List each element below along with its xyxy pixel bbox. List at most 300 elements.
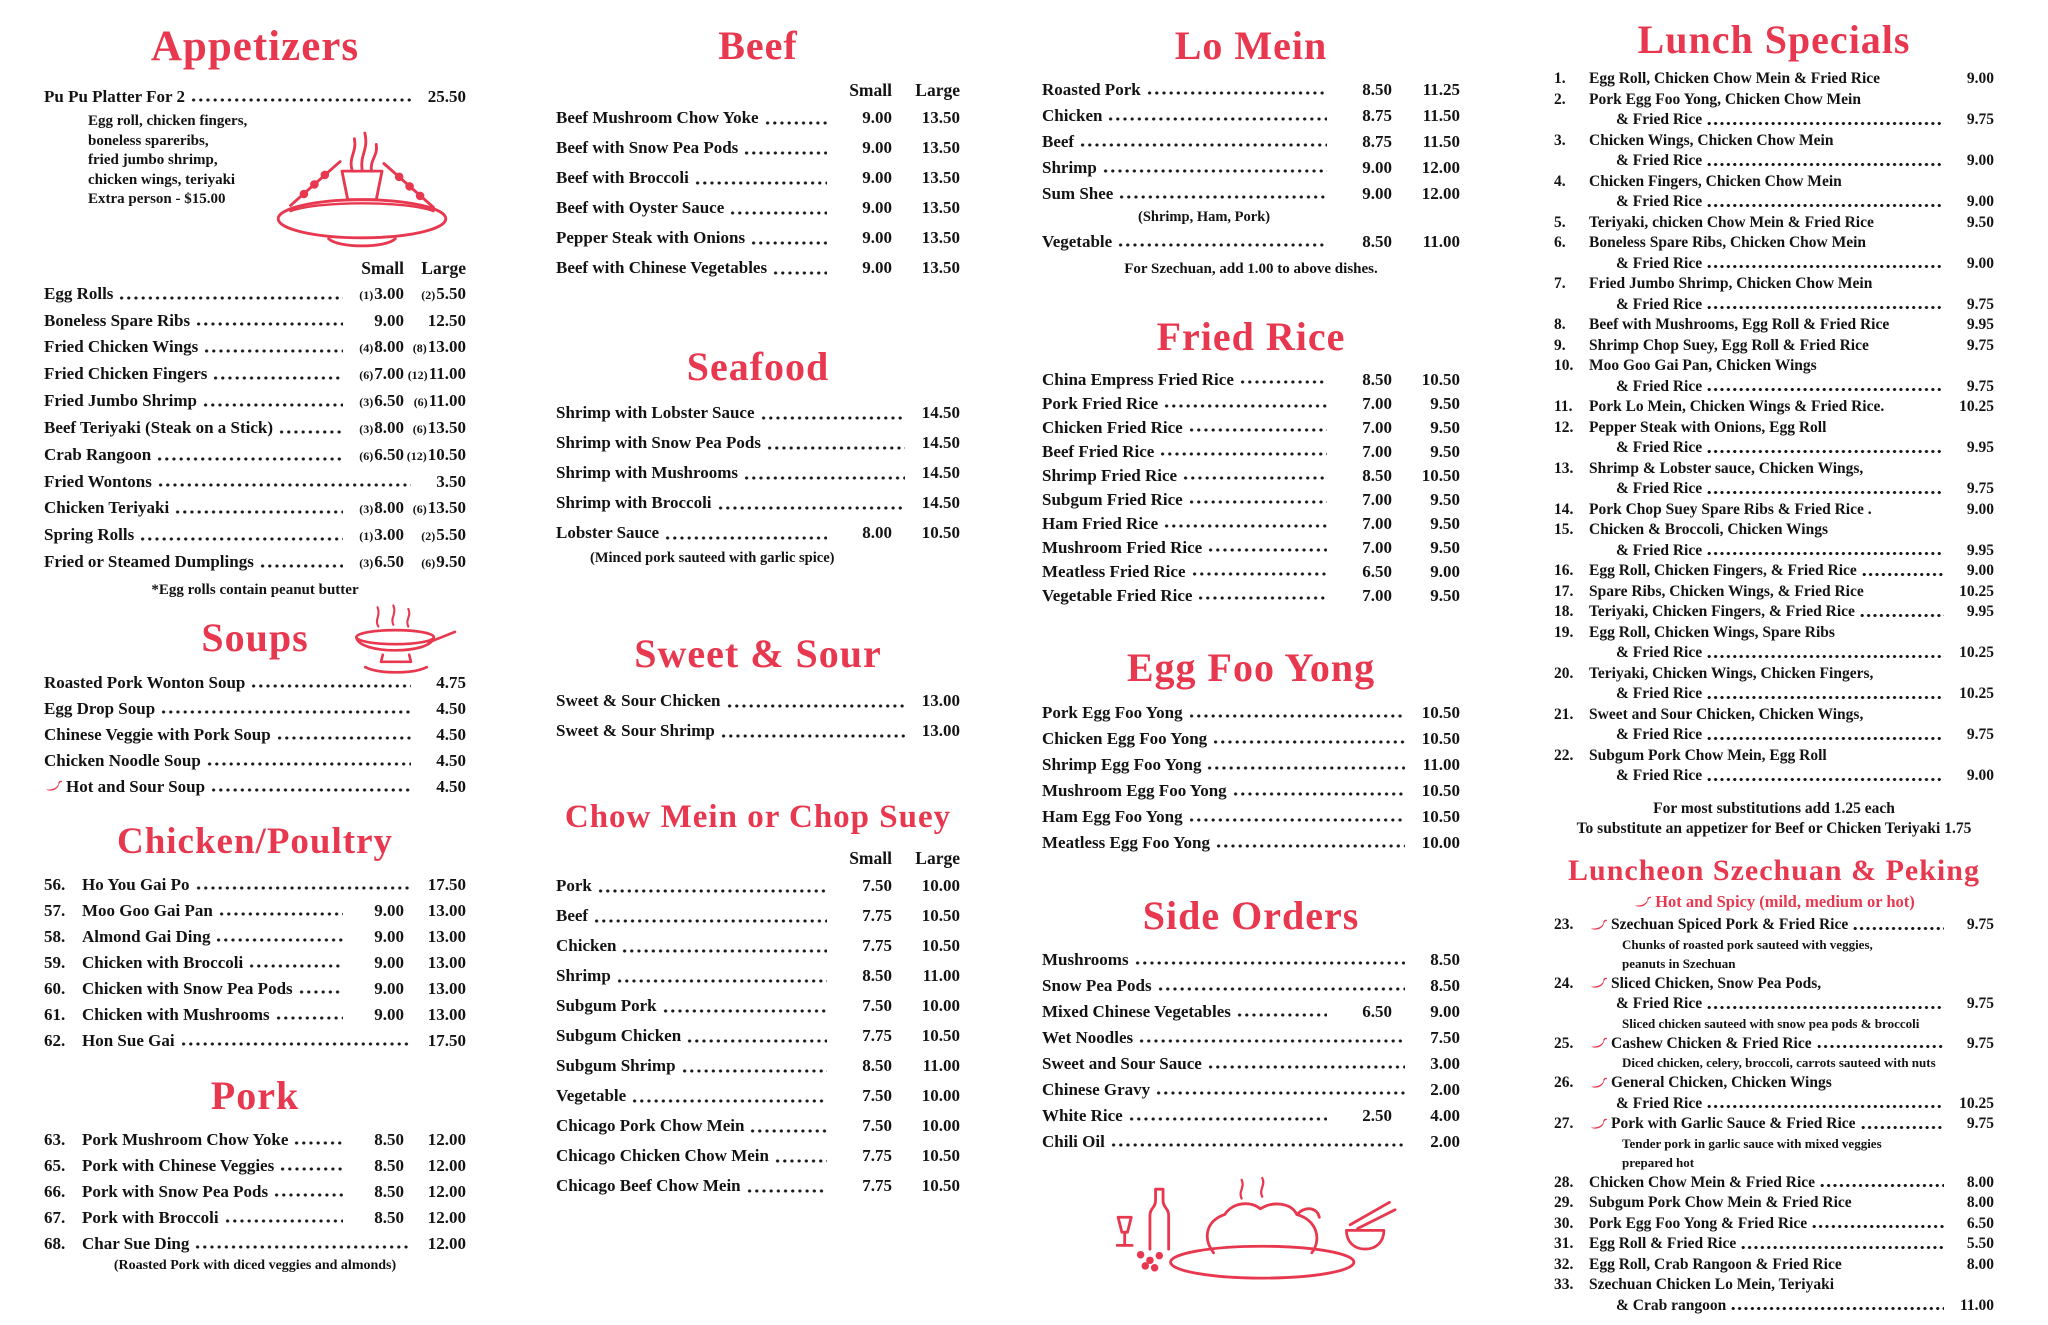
roast-duck-dinner-illustration xyxy=(1042,1163,1460,1294)
item-name: Chicken Teriyaki xyxy=(44,498,170,518)
dot-leader xyxy=(1706,766,1944,787)
menu-item xyxy=(1042,181,1460,227)
dot-leader xyxy=(180,1028,411,1054)
price: 10.25 xyxy=(1959,644,1994,662)
menu-item-row xyxy=(1042,416,1460,440)
section-chicken-poultry xyxy=(44,822,466,1054)
dot-leader xyxy=(764,103,827,133)
dot-leader xyxy=(772,253,827,283)
dot-leader xyxy=(1188,488,1327,512)
price-small: 7.50 xyxy=(862,996,892,1016)
item-name-continued: & Fried Rice xyxy=(1616,480,1703,498)
price-large: 11.50 xyxy=(1422,106,1460,126)
item-name-continued: & Fried Rice xyxy=(1616,111,1703,129)
chili-pepper-icon xyxy=(44,780,62,793)
item-name: Chicken with Snow Pea Pods xyxy=(82,978,293,998)
menu-item xyxy=(44,442,466,469)
menu-item-row xyxy=(1554,1193,1994,1214)
price: 5.50 xyxy=(1966,1235,1994,1253)
menu-item xyxy=(556,428,960,458)
item-description: Diced chicken, celery, broccoli, carrots sauteed with nuts xyxy=(1622,1055,1936,1071)
menu-item xyxy=(1042,77,1460,103)
item-name: Chinese Gravy xyxy=(1042,1079,1151,1099)
menu-item xyxy=(556,961,960,991)
item-name: Fried Chicken Wings xyxy=(44,337,199,357)
item-name: Shrimp Chop Suey, Egg Roll & Fried Rice xyxy=(1589,336,1869,354)
price: 4.50 xyxy=(436,776,466,796)
menu-item xyxy=(1042,752,1460,778)
quantity-label: (6) xyxy=(412,422,427,437)
price-small: 7.00 xyxy=(1362,514,1392,534)
item-name: Pork Fried Rice xyxy=(1042,394,1159,414)
price: 10.25 xyxy=(1959,398,1994,416)
quantity-label: (3) xyxy=(359,502,374,517)
item-name: Chicken Egg Foo Yong xyxy=(1042,728,1208,748)
dot-leader xyxy=(1706,994,1944,1015)
price-large: (12)10.50 xyxy=(406,445,466,465)
menu-item-row xyxy=(1042,1103,1460,1129)
item-name: Fried Chicken Fingers xyxy=(44,364,208,384)
item-number: 2. xyxy=(1554,90,1566,108)
item-name: Chinese Veggie with Pork Soup xyxy=(44,724,271,744)
price: 10.25 xyxy=(1959,1094,1994,1112)
menu-item-row-continued xyxy=(1554,541,1994,562)
dot-leader xyxy=(275,1002,343,1028)
menu-item xyxy=(556,931,960,961)
section-seafood xyxy=(556,345,960,568)
item-name: Sum Shee xyxy=(1042,184,1114,204)
item-name: Mushroom Fried Rice xyxy=(1042,538,1203,558)
dot-leader xyxy=(202,388,343,415)
item-number: 16. xyxy=(1554,562,1574,580)
item-name: Subgum Pork xyxy=(556,996,657,1016)
item-name: Hon Sue Gai xyxy=(82,1030,175,1050)
menu-item-row xyxy=(556,253,960,283)
item-description: Chunks of roasted pork sauteed with veggies, xyxy=(1622,936,1873,952)
item-name: Sliced Chicken, Snow Pea Pods, xyxy=(1611,974,1822,992)
price-large: 12.00 xyxy=(1421,158,1460,178)
dot-leader xyxy=(195,872,411,898)
item-name: Chili Oil xyxy=(1042,1131,1105,1151)
price: 14.50 xyxy=(921,463,960,483)
menu-item xyxy=(1042,700,1460,726)
dot-leader xyxy=(174,495,343,522)
menu-item-row xyxy=(1042,229,1460,255)
menu-item-row-continued xyxy=(1554,377,1994,398)
dot-leader xyxy=(248,950,343,976)
section-title-row xyxy=(44,616,466,659)
dot-leader xyxy=(279,1153,343,1179)
dot-leader xyxy=(1706,295,1944,316)
item-name: Pork with Snow Pea Pods xyxy=(82,1181,269,1201)
price: 4.50 xyxy=(436,724,466,744)
menu-item xyxy=(1554,90,1994,131)
quantity-label: (8) xyxy=(412,341,427,356)
menu-item-row xyxy=(1554,315,1994,336)
price-small: 7.00 xyxy=(1362,586,1392,606)
price: 9.75 xyxy=(1966,726,1994,744)
menu-item xyxy=(44,1231,466,1275)
item-number: 66. xyxy=(44,1181,66,1201)
price-large: 12.00 xyxy=(427,1207,466,1227)
section-note: For most substitutions add 1.25 each xyxy=(1653,799,1895,817)
quantity-label: (3) xyxy=(359,556,374,571)
menu-item xyxy=(44,281,466,308)
quantity-label: (6) xyxy=(359,368,374,383)
item-name: Pepper Steak with Onions, Egg Roll xyxy=(1589,418,1827,436)
menu-item-row xyxy=(556,871,960,901)
item-name: Chicken with Broccoli xyxy=(82,952,244,972)
price-large: (6)13.50 xyxy=(412,418,466,438)
section-title: Fried Rice xyxy=(1156,314,1346,360)
item-number: 18. xyxy=(1554,603,1574,621)
menu-item-row xyxy=(44,1127,466,1153)
item-number: 56. xyxy=(44,874,66,894)
price-small: 7.75 xyxy=(862,1026,892,1046)
item-name-continued: & Crab rangoon xyxy=(1616,1296,1727,1314)
menu-item xyxy=(1554,623,1994,664)
menu-item-row xyxy=(556,1111,960,1141)
menu-item xyxy=(556,1081,960,1111)
menu-item-row xyxy=(1042,584,1460,608)
item-name: Boneless Spare Ribs, Chicken Chow Mein xyxy=(1589,234,1867,252)
section-title-row xyxy=(1554,855,1994,887)
price-small: 8.00 xyxy=(862,523,892,543)
section-title-row xyxy=(1042,24,1460,67)
item-name: Snow Pea Pods xyxy=(1042,975,1152,995)
menu-item-row xyxy=(1042,804,1460,830)
menu-item-row xyxy=(44,872,466,898)
item-number: 59. xyxy=(44,952,66,972)
price: 9.00 xyxy=(1966,562,1994,580)
price-small: 8.50 xyxy=(1362,466,1392,486)
dot-leader xyxy=(273,1179,343,1205)
menu-item-row-continued xyxy=(1554,1094,1994,1115)
price: 7.50 xyxy=(1430,1027,1460,1047)
menu-item-row xyxy=(556,686,960,716)
price-large: 10.50 xyxy=(921,1146,960,1166)
price: 8.50 xyxy=(1430,975,1460,995)
price-large: 10.00 xyxy=(921,1086,960,1106)
item-description: prepared hot xyxy=(1622,1154,1695,1170)
price-large: 10.50 xyxy=(1421,466,1460,486)
price: 9.00 xyxy=(1966,70,1994,88)
menu-item xyxy=(44,334,466,361)
menu-item xyxy=(44,495,466,522)
price-small: 8.50 xyxy=(1362,80,1392,100)
price-small: 6.50 xyxy=(1362,1001,1392,1021)
quantity-label: (2) xyxy=(421,288,436,303)
quantity-label: (6) xyxy=(412,502,427,517)
price: 25.50 xyxy=(427,87,466,107)
menu-item-row xyxy=(44,1153,466,1179)
menu-item xyxy=(44,950,466,976)
price: 2.00 xyxy=(1430,1131,1460,1151)
dot-leader xyxy=(1110,1129,1405,1155)
menu-item-row xyxy=(556,991,960,1021)
dot-leader xyxy=(1706,1094,1944,1115)
menu-item xyxy=(1554,915,1994,972)
dot-leader xyxy=(157,469,411,495)
dot-leader xyxy=(1128,1103,1327,1129)
item-name-continued: & Fried Rice xyxy=(1616,644,1703,662)
dot-leader xyxy=(743,133,827,163)
price: 4.50 xyxy=(436,750,466,770)
item-name: Lobster Sauce xyxy=(556,523,660,543)
dot-leader xyxy=(1860,1114,1944,1135)
price-small: 7.00 xyxy=(1362,394,1392,414)
dot-leader xyxy=(190,84,411,110)
section-appetizers xyxy=(44,24,466,600)
item-name-continued: & Fried Rice xyxy=(1616,767,1703,785)
item-name: Meatless Fried Rice xyxy=(1042,562,1186,582)
item-number: 1. xyxy=(1554,70,1566,88)
menu-item-row xyxy=(44,774,466,800)
menu-item-row-continued xyxy=(1554,192,1994,213)
item-name: Sweet & Sour Shrimp xyxy=(556,720,715,740)
menu-item xyxy=(1554,1255,1994,1276)
section-egg-foo-yong xyxy=(1042,646,1460,855)
price-large: 13.00 xyxy=(427,926,466,946)
menu-item xyxy=(1554,746,1994,787)
menu-item-row xyxy=(556,1051,960,1081)
item-name: Beef with Oyster Sauce xyxy=(556,198,725,218)
price-small: 7.00 xyxy=(1362,538,1392,558)
quantity-label: (3) xyxy=(359,422,374,437)
menu-item-row xyxy=(1554,623,1994,644)
menu-item xyxy=(1554,1214,1994,1235)
menu-item-row xyxy=(44,334,466,361)
item-number: 68. xyxy=(44,1233,66,1253)
section-lunch-specials xyxy=(1554,18,1994,839)
menu-item xyxy=(1554,1193,1994,1214)
dot-leader xyxy=(1134,947,1405,973)
dot-leader xyxy=(1107,103,1327,129)
item-name: Meatless Egg Foo Yong xyxy=(1042,832,1210,852)
price: 9.00 xyxy=(1966,152,1994,170)
dot-leader xyxy=(1730,1296,1944,1317)
section-title-row xyxy=(556,24,960,67)
item-number: 19. xyxy=(1554,623,1574,641)
menu-item xyxy=(1554,520,1994,561)
item-name: Subgum Shrimp xyxy=(556,1056,676,1076)
dot-leader xyxy=(1852,915,1944,936)
chili-pepper-icon xyxy=(1633,896,1651,909)
dot-leader xyxy=(1212,726,1405,752)
size-column-headers xyxy=(556,77,960,103)
price-large: 10.00 xyxy=(921,1116,960,1136)
menu-item-row xyxy=(44,361,466,388)
price-large: 13.50 xyxy=(921,198,960,218)
price-small: 8.50 xyxy=(1362,232,1392,252)
menu-item xyxy=(1554,356,1994,397)
price-large: 12.00 xyxy=(427,1155,466,1175)
menu-item-row xyxy=(1042,1051,1460,1077)
menu-item xyxy=(1554,131,1994,172)
large-column-label: Large xyxy=(421,258,466,279)
price-large: 11.50 xyxy=(1422,132,1460,152)
chili-pepper-icon xyxy=(1589,977,1607,990)
menu-item xyxy=(1554,705,1994,746)
menu-item xyxy=(1042,229,1460,255)
menu-item xyxy=(44,696,466,722)
menu-item xyxy=(1554,1114,1994,1171)
price: 17.50 xyxy=(427,874,466,894)
price-large: 13.00 xyxy=(427,900,466,920)
dot-leader xyxy=(293,1127,343,1153)
menu-item-row xyxy=(556,193,960,223)
item-name: Subgum Fried Rice xyxy=(1042,490,1183,510)
menu-item xyxy=(1042,129,1460,155)
menu-item-row xyxy=(44,950,466,976)
item-name: Mushroom Egg Foo Yong xyxy=(1042,780,1227,800)
item-number: 63. xyxy=(44,1129,66,1149)
dot-leader xyxy=(662,991,827,1021)
price: 9.75 xyxy=(1966,295,1994,313)
menu-item xyxy=(556,398,960,428)
menu-column-3 xyxy=(1042,24,1460,1294)
dot-leader xyxy=(1146,77,1327,103)
menu-item-row-continued xyxy=(1554,295,1994,316)
menu-item-row xyxy=(1554,974,1994,995)
price: 9.95 xyxy=(1966,541,1994,559)
price: 9.75 xyxy=(1966,480,1994,498)
menu-item-row xyxy=(1042,973,1460,999)
price-large: 4.00 xyxy=(1430,1105,1460,1125)
item-number: 20. xyxy=(1554,664,1574,682)
price: 11.00 xyxy=(1422,754,1460,774)
item-description: Egg roll, chicken fingers, xyxy=(88,113,248,130)
quantity-label: (12) xyxy=(407,368,428,383)
price-small: 7.75 xyxy=(862,906,892,926)
hot-and-spicy-note: Hot and Spicy (mild, medium or hot) xyxy=(1554,891,1994,913)
menu-item xyxy=(1554,561,1994,582)
menu-item xyxy=(44,549,466,576)
menu-column-2 xyxy=(556,24,960,1201)
dot-leader xyxy=(766,428,905,458)
menu-item xyxy=(556,518,960,568)
item-name: Chicken & Broccoli, Chicken Wings xyxy=(1589,521,1828,539)
price-small: 8.50 xyxy=(862,1056,892,1076)
menu-item-row xyxy=(1042,464,1460,488)
item-number: 3. xyxy=(1554,131,1566,149)
price: 10.25 xyxy=(1959,685,1994,703)
menu-item xyxy=(1042,584,1460,608)
dot-leader xyxy=(1859,602,1944,623)
item-name: Ho You Gai Po xyxy=(82,874,190,894)
price-large: 11.00 xyxy=(922,966,960,986)
item-description: chicken wings, teriyaki xyxy=(88,171,236,188)
dot-leader xyxy=(720,716,905,746)
price-large: 9.00 xyxy=(1430,1001,1460,1021)
menu-item xyxy=(1042,726,1460,752)
item-name: Chicken xyxy=(556,936,617,956)
section-lo-mein xyxy=(1042,24,1460,279)
item-number: 14. xyxy=(1554,500,1574,518)
menu-item-row xyxy=(1554,1255,1994,1276)
menu-item-row xyxy=(556,716,960,746)
menu-item xyxy=(44,898,466,924)
section-title: Lo Mein xyxy=(1174,23,1328,68)
menu-item-row xyxy=(44,469,466,495)
price-large: (6)13.50 xyxy=(412,498,466,518)
menu-item-row xyxy=(1554,915,1994,936)
item-name-continued: & Fried Rice xyxy=(1616,995,1703,1013)
menu-item xyxy=(1042,488,1460,512)
price: 9.95 xyxy=(1966,439,1994,457)
chili-pepper-icon xyxy=(1589,1077,1607,1090)
menu-item xyxy=(1042,778,1460,804)
menu-item xyxy=(556,1051,960,1081)
price: 10.25 xyxy=(1959,582,1994,600)
price: 4.75 xyxy=(436,672,466,692)
menu-item-row xyxy=(44,898,466,924)
menu-item-row xyxy=(1554,336,1994,357)
item-number: 10. xyxy=(1554,357,1574,375)
menu-item-row xyxy=(1042,560,1460,584)
item-name: Chicago Beef Chow Mein xyxy=(556,1176,741,1196)
item-name: Fried Wontons xyxy=(44,472,152,492)
chili-pepper-icon xyxy=(1589,919,1607,932)
item-name: Roasted Pork Wonton Soup xyxy=(44,672,246,692)
dot-leader xyxy=(616,961,827,991)
item-name: Pepper Steak with Onions xyxy=(556,228,746,248)
item-name: Vegetable xyxy=(556,1086,627,1106)
item-name: White Rice xyxy=(1042,1105,1123,1125)
item-name-continued: & Fried Rice xyxy=(1616,685,1703,703)
item-name: Beef Fried Rice xyxy=(1042,442,1155,462)
dot-leader xyxy=(210,774,411,800)
price-small: (6)6.50 xyxy=(359,445,404,465)
price: 14.50 xyxy=(921,493,960,513)
item-name: Chicken Fingers, Chicken Chow Mein xyxy=(1589,172,1842,190)
section-title-row xyxy=(1042,894,1460,937)
price-large: 9.50 xyxy=(1430,442,1460,462)
item-number: 28. xyxy=(1554,1173,1574,1191)
menu-item-row xyxy=(556,1171,960,1201)
price-small: 2.50 xyxy=(1362,1105,1392,1125)
price-small: 9.00 xyxy=(374,311,404,331)
item-name: Pork Mushroom Chow Yoke xyxy=(82,1129,289,1149)
menu-item xyxy=(1042,536,1460,560)
dot-leader xyxy=(1816,1034,1944,1055)
menu-item xyxy=(556,488,960,518)
menu-item-row xyxy=(1554,172,1994,193)
item-name: Vegetable Fried Rice xyxy=(1042,586,1193,606)
small-column-label: Small xyxy=(361,258,404,279)
small-column-label: Small xyxy=(849,848,892,869)
menu-item xyxy=(1042,1025,1460,1051)
section-sweet-sour xyxy=(556,632,960,745)
item-name: Teriyaki, Chicken Wings, Chicken Fingers, xyxy=(1589,664,1874,682)
item-number: 33. xyxy=(1554,1276,1574,1294)
price-small: 9.00 xyxy=(862,258,892,278)
menu-item xyxy=(1042,999,1460,1025)
dot-leader xyxy=(717,488,905,518)
price-large: 11.00 xyxy=(1422,232,1460,252)
price: 17.50 xyxy=(427,1030,466,1050)
menu-item-row xyxy=(1042,999,1460,1025)
quantity-label: (4) xyxy=(359,341,374,356)
price-large: 10.50 xyxy=(1421,370,1460,390)
menu-item xyxy=(1042,830,1460,856)
menu-item xyxy=(44,84,466,110)
item-description: fried jumbo shrimp, xyxy=(88,152,218,169)
item-name: Fried Jumbo Shrimp, Chicken Chow Mein xyxy=(1589,275,1873,293)
price-small: 9.00 xyxy=(374,926,404,946)
menu-item-row xyxy=(44,696,466,722)
menu-item xyxy=(556,1111,960,1141)
